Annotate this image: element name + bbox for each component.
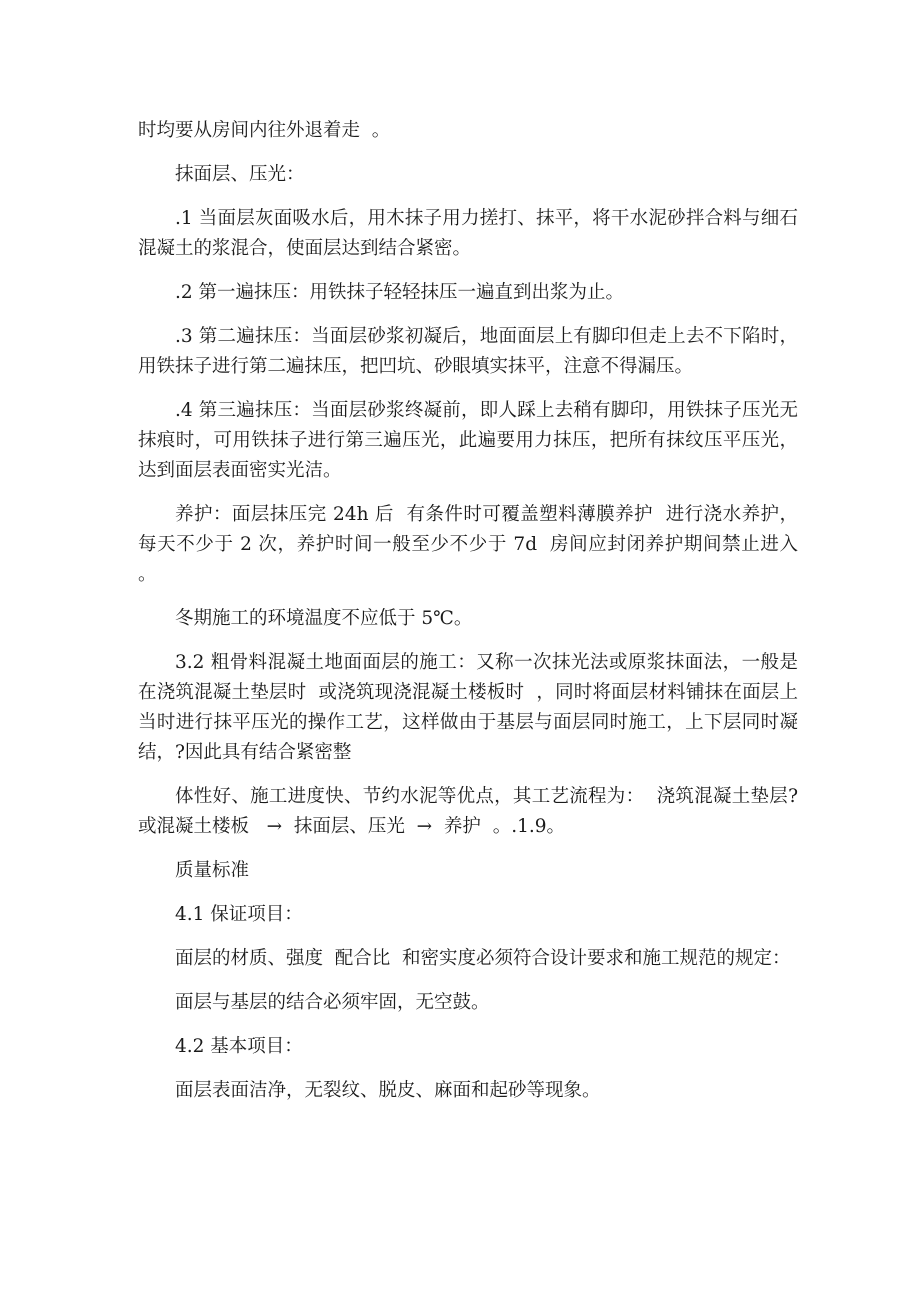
document-body bbox=[138, 116, 810, 1120]
paragraph-6: .4 第三遍抹压：当面层砂浆终凝前，即人踩上去稍有脚印，用铁抹子压光无抹痕时，可用铁抹子进行第三遍压光，此遍要用力抹压，把所有抹纹压平压光，达到面层表面密实光洁。 bbox=[138, 400, 798, 481]
paragraph-13: 面层的材质、强度 配合比 和密实度必须符合设计要求和施工规范的规定： bbox=[175, 948, 791, 969]
paragraph-3: .1 当面层灰面吸水后，用木抹子用力搓打、抹平，将干水泥砂拌合料与细石混凝土的浆混合，使面层达到结合紧密。 bbox=[138, 208, 798, 259]
paragraph-7: 养护：面层抹压完 24h 后 有条件时可覆盖塑料薄膜养护 进行浇水养护，每天不少于 2 次，养护时间一般至少不少于 7d 房间应封闭养护期间禁止进入 。 bbox=[138, 504, 810, 585]
paragraph-2: 抹面层、压光： bbox=[175, 164, 305, 185]
paragraph-8: 冬期施工的环境温度不应低于 5℃。 bbox=[175, 608, 473, 629]
paragraph-5: .3 第二遍抹压：当面层砂浆初凝后，地面面层上有脚印但走上去不下陷时，用铁抹子进行第二遍抹压，把凹坑、砂眼填实抹平，注意不得漏压。 bbox=[138, 326, 798, 377]
paragraph-9: 3.2 粗骨料混凝土地面面层的施工：又称一次抹光法或原浆抹面法，一般是在浇筑混凝土垫层时 或浇筑现浇混凝土楼板时 ，同时将面层材料铺抹在面层上当时进行抹平压光的操作工艺，这样做由于基层与面层同时施工，上下层同时凝结，?因此具有结合紧密整 bbox=[138, 652, 798, 763]
paragraph-14: 面层与基层的结合必须牢固，无空鼓。 bbox=[175, 992, 490, 1013]
paragraph-15: 4.2 基本项目： bbox=[175, 1036, 303, 1057]
paragraph-12: 4.1 保证项目： bbox=[175, 904, 303, 925]
paragraph-16: 面层表面洁净，无裂纹、脱皮、麻面和起砂等现象。 bbox=[175, 1080, 601, 1101]
section-heading-quality: 质量标准 bbox=[175, 860, 250, 881]
paragraph-1: 时均要从房间内往外退着走 。 bbox=[138, 120, 391, 141]
paragraph-4: .2 第一遍抹压：用铁抹子轻轻抹压一遍直到出浆为止。 bbox=[175, 282, 625, 303]
paragraph-10: 体性好、施工进度快、节约水泥等优点，其工艺流程为： 浇筑混凝土垫层?或混凝土楼板 → 抹面层、压光 → 养护 。.1.9。 bbox=[138, 786, 798, 837]
